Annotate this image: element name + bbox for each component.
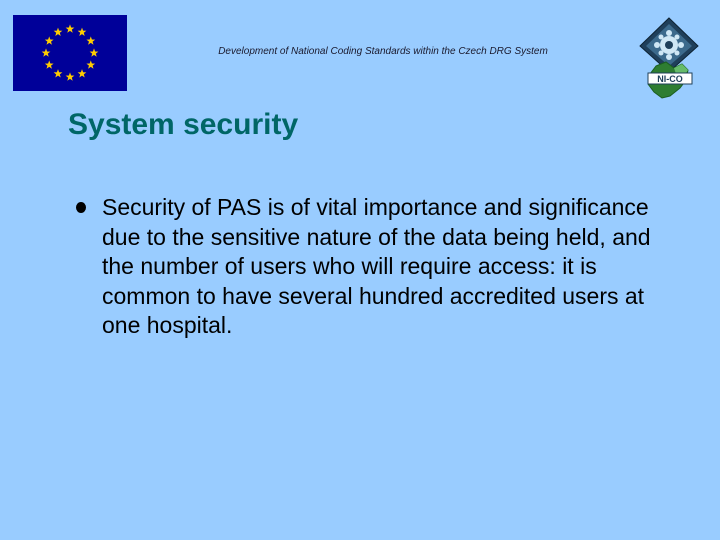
ni-co-logo-icon <box>636 16 702 102</box>
bullet-icon <box>76 202 86 213</box>
slide-title: System security <box>68 108 299 141</box>
bullet-list <box>70 193 670 341</box>
header-subtitle: Development of National Coding Standards within the Czech DRG System <box>218 46 548 57</box>
bullet-text: Security of PAS is of vital importance and significance due to the sensitive nature of the data being held, and the number of users who will require access: it is common to have several hundred accredited users at one hospital. <box>102 194 651 338</box>
list-item <box>70 193 670 341</box>
logo-text: NI-CO <box>657 74 683 84</box>
eu-flag-icon <box>13 15 127 91</box>
